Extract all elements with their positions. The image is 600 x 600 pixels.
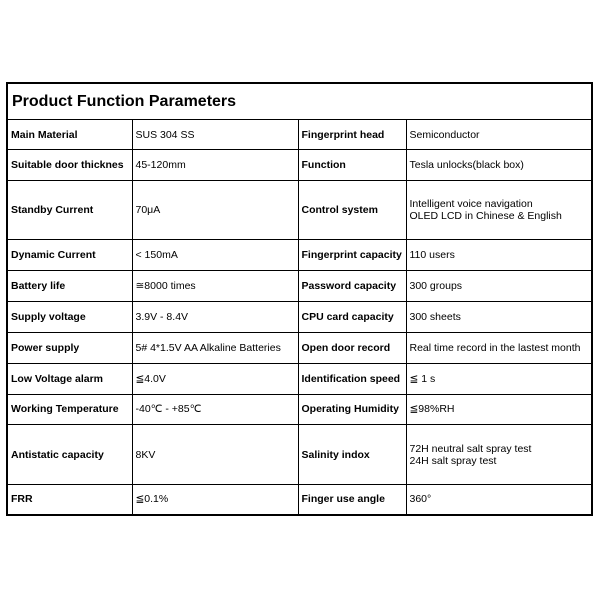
param-label: Standby Current — [8, 181, 132, 240]
param-value: SUS 304 SS — [132, 120, 298, 150]
param-label: Power supply — [8, 332, 132, 363]
param-value: ≦0.1% — [132, 484, 298, 514]
param-label: Antistatic capacity — [8, 425, 132, 484]
table-row — [8, 240, 591, 271]
param-value — [406, 332, 591, 363]
table-row — [8, 363, 591, 394]
param-label: Main Material — [8, 120, 132, 150]
param-value: ≦4.0V — [132, 363, 298, 394]
param-value — [406, 271, 591, 302]
parameter-sheet — [6, 82, 593, 516]
param-label: Open door record — [298, 332, 406, 363]
param-label: Password capacity — [298, 271, 406, 302]
table-row — [8, 302, 591, 333]
table-row — [8, 150, 591, 181]
param-value-line: 300 groups — [409, 280, 463, 293]
table-row — [8, 394, 591, 425]
param-value-line: Tesla unlocks(black box) — [409, 159, 524, 172]
param-label: Salinity indox — [298, 425, 406, 484]
table-row — [8, 271, 591, 302]
param-label: CPU card capacity — [298, 302, 406, 333]
param-label: Supply voltage — [8, 302, 132, 333]
param-value-line: Semiconductor — [409, 128, 480, 141]
param-label: Dynamic Current — [8, 240, 132, 271]
param-label: Suitable door thicknes — [8, 150, 132, 181]
sheet-title: Product Function Parameters — [8, 84, 591, 120]
param-value-line: 24H salt spray test — [409, 454, 497, 467]
param-label: Operating Humidity — [298, 394, 406, 425]
param-value — [406, 484, 591, 514]
table-row — [8, 181, 591, 240]
param-value-line: OLED LCD in Chinese & English — [409, 210, 562, 223]
param-label: Function — [298, 150, 406, 181]
param-value — [406, 120, 591, 150]
param-value-line: ≦98%RH — [409, 403, 455, 416]
param-value: 3.9V - 8.4V — [132, 302, 298, 333]
param-value: < 150mA — [132, 240, 298, 271]
param-value — [406, 240, 591, 271]
param-value — [406, 425, 591, 484]
table-row — [8, 120, 591, 150]
param-label: Battery life — [8, 271, 132, 302]
param-label: Fingerprint head — [298, 120, 406, 150]
table-row — [8, 484, 591, 514]
param-label: Working Temperature — [8, 394, 132, 425]
param-value-line: 72H neutral salt spray test — [409, 442, 532, 455]
param-value — [406, 394, 591, 425]
param-label: Identification speed — [298, 363, 406, 394]
param-value: 5# 4*1.5V AA Alkaline Batteries — [132, 332, 298, 363]
param-label: FRR — [8, 484, 132, 514]
param-label: Low Voltage alarm — [8, 363, 132, 394]
table-row — [8, 425, 591, 484]
param-value-line: Intelligent voice navigation — [409, 198, 533, 211]
param-value-line: 300 sheets — [409, 310, 461, 323]
param-value-line: Real time record in the lastest month — [409, 341, 581, 354]
param-value-line: 110 users — [409, 249, 455, 262]
param-value — [406, 150, 591, 181]
param-value: -40℃ - +85℃ — [132, 394, 298, 425]
param-value: 70μA — [132, 181, 298, 240]
table-row — [8, 332, 591, 363]
param-value: 45-120mm — [132, 150, 298, 181]
param-value-line: 360° — [409, 493, 432, 506]
param-label: Fingerprint capacity — [298, 240, 406, 271]
param-label: Finger use angle — [298, 484, 406, 514]
param-value — [406, 363, 591, 394]
param-value — [406, 302, 591, 333]
param-value: ≅8000 times — [132, 271, 298, 302]
param-value — [406, 181, 591, 240]
param-value-line: ≦ 1 s — [409, 372, 436, 385]
parameters-table — [8, 120, 591, 514]
param-label: Control system — [298, 181, 406, 240]
param-value: 8KV — [132, 425, 298, 484]
